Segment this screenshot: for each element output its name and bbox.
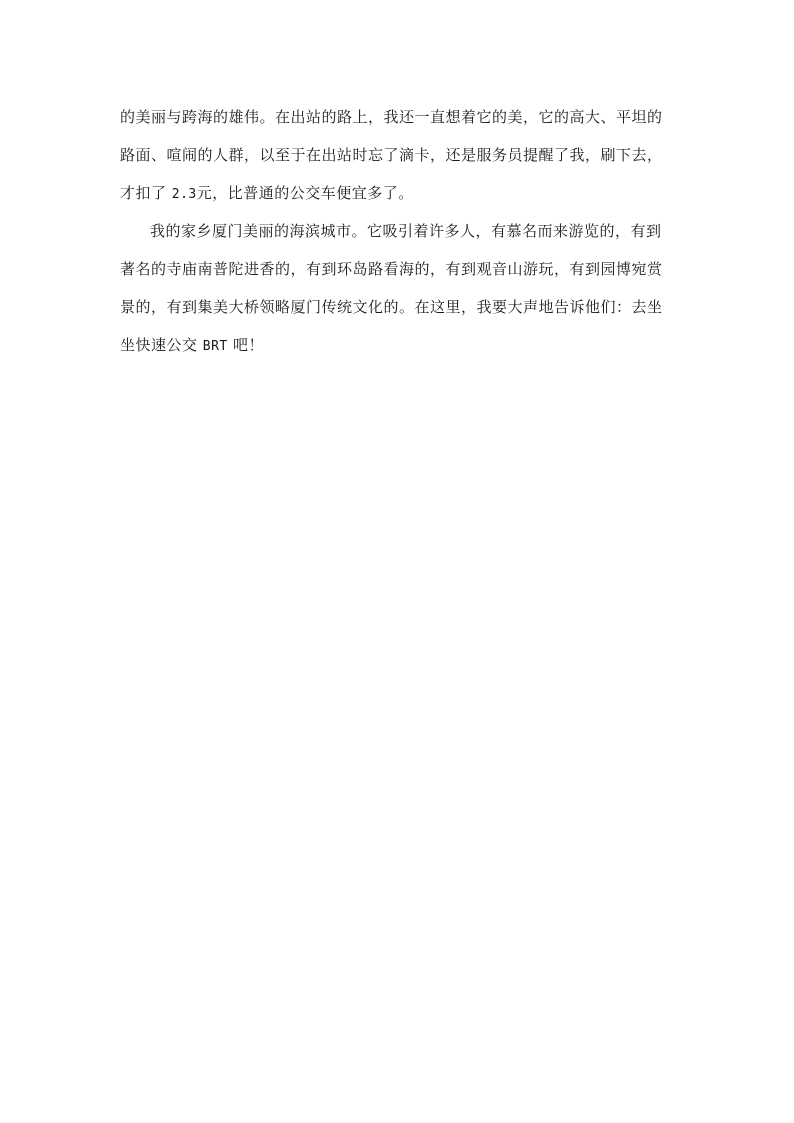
paragraph-2-line-1: 我的家乡厦门美丽的海滨城市。它吸引着许多人，有慕名而来游览的，有到 (150, 222, 662, 240)
brt-brand: BRT (202, 339, 228, 354)
document-body (120, 98, 680, 364)
paragraph-1-line-1: 的美丽与跨海的雄伟。在出站的路上，我还一直想着它的美，它的高大、平坦的 (120, 108, 663, 126)
closing-text-suffix: 吧！ (227, 336, 265, 354)
fare-text-suffix: 元，比普通的公交车便宜多了。 (196, 184, 414, 202)
closing-text-prefix: 坐快速公交 (120, 336, 203, 354)
paragraph-1-line-2: 路面、喧闹的人群，以至于在出站时忘了滴卡，还是服务员提醒了我，刷下去， (120, 146, 663, 164)
fare-amount: 2.3 (171, 187, 197, 202)
paragraph-2-line-2: 著名的寺庙南普陀进香的，有到环岛路看海的，有到观音山游玩，有到园博宛赏 (120, 260, 663, 278)
paragraph-2-line-4 (120, 326, 680, 364)
fare-text-prefix: 才扣了 (120, 184, 172, 202)
paragraph-1-line-3 (120, 174, 680, 212)
paragraph-2-line-3: 景的，有到集美大桥领略厦门传统文化的。在这里，我要大声地告诉他们：去坐 (120, 298, 663, 316)
